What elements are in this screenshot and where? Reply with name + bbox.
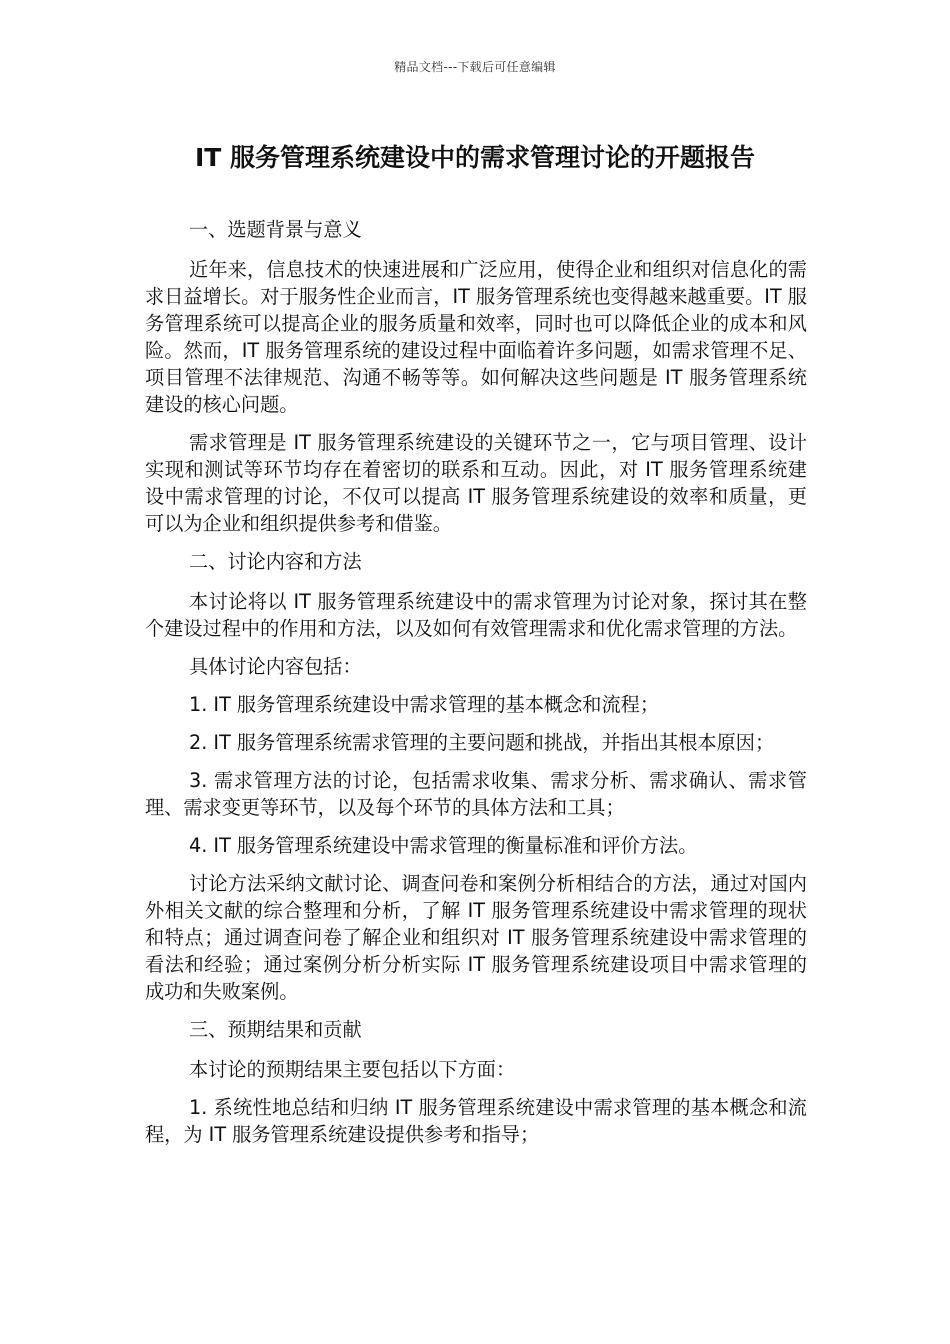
list-item-content-4: 4. IT 服务管理系统建设中需求管理的衡量标准和评价方法。 xyxy=(189,834,698,857)
document-title: IT 服务管理系统建设中的需求管理讨论的开题报告 xyxy=(194,143,756,172)
paragraph-results-lead: 本讨论的预期结果主要包括以下方面： xyxy=(189,1058,516,1081)
list-item-content-2: 2. IT 服务管理系统需求管理的主要问题和挑战，并指出其根本原因； xyxy=(189,731,775,754)
list-item-result-1: 1. 系统性地总结和归纳 IT 服务管理系统建设中需求管理的基本概念和流程，为 IT 服务管理系统建设提供参考和指导； xyxy=(145,1096,807,1146)
section-heading-results: 三、预期结果和贡献 xyxy=(189,1018,362,1041)
section-heading-background: 一、选题背景与意义 xyxy=(189,218,362,241)
paragraph-background-1: 近年来，信息技术的快速进展和广泛应用，使得企业和组织对信息化的需求日益增长。对于服务性企业而言，IT 服务管理系统也变得越来越重要。IT 服务管理系统可以提高企业的服务质量和效率，同时也可以降低企业的成本和风险。然而，IT 服务管理系统的建设过程中面临着许多问题，如需求管理不足、项目管理不法律规范、沟通不畅等等。如何解决这些问题是 IT 服务管理系统建设的核心问题。 xyxy=(145,258,807,416)
paragraph-background-2: 需求管理是 IT 服务管理系统建设的关键环节之一，它与项目管理、设计实现和测试等环节均存在着密切的联系和互动。因此，对 IT 服务管理系统建设中需求管理的讨论，不仅可以提高 IT 服务管理系统建设的效率和质量，更可以为企业和组织提供参考和借鉴。 xyxy=(145,431,807,535)
list-item-content-1: 1. IT 服务管理系统建设中需求管理的基本概念和流程； xyxy=(189,693,660,716)
header-note: 精品文档---下载后可任意编辑 xyxy=(394,60,556,74)
paragraph-method: 讨论方法采纳文献讨论、调查问卷和案例分析相结合的方法，通过对国内外相关文献的综合整理和分析，了解 IT 服务管理系统建设中需求管理的现状和特点；通过调查问卷了解企业和组织对 IT 服务管理系统建设中需求管理的看法和经验；通过案例分析分析实际 IT 服务管理系统建设项目中需求管理的成功和失败案例。 xyxy=(145,872,807,1003)
paragraph-content-list-lead: 具体讨论内容包括： xyxy=(189,655,362,678)
document-body xyxy=(145,216,807,1159)
paragraph-content-intro: 本讨论将以 IT 服务管理系统建设中的需求管理为讨论对象，探讨其在整个建设过程中的作用和方法，以及如何有效管理需求和优化需求管理的方法。 xyxy=(145,590,807,640)
list-item-content-3: 3. 需求管理方法的讨论，包括需求收集、需求分析、需求确认、需求管理、需求变更等环节，以及每个环节的具体方法和工具； xyxy=(145,769,807,819)
section-heading-content-method: 二、讨论内容和方法 xyxy=(189,550,362,573)
